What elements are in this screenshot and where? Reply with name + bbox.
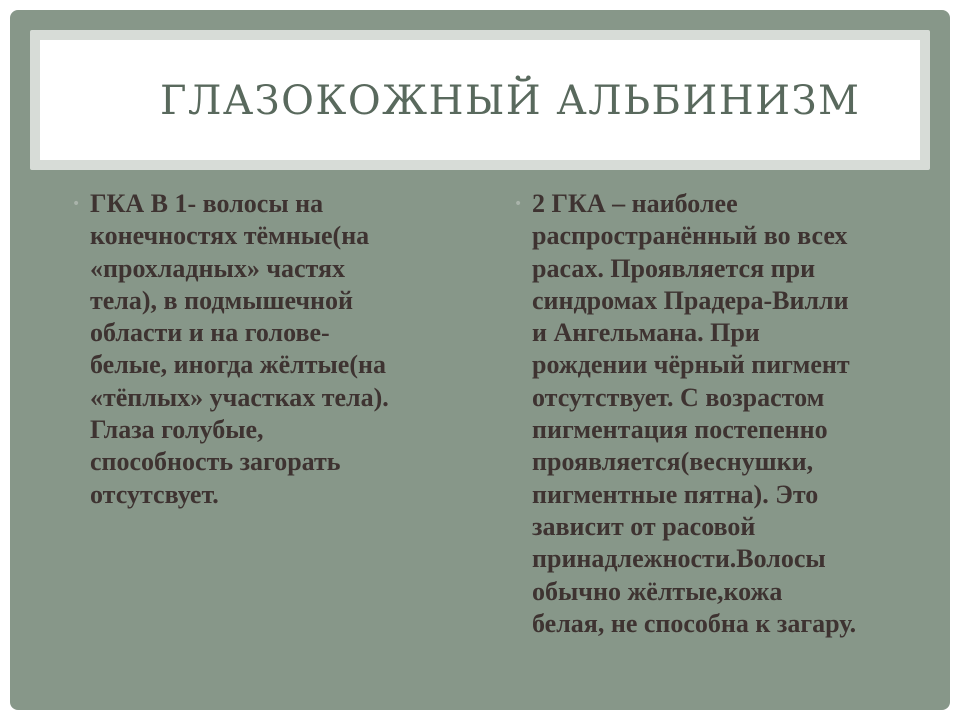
- text-line: пигментные пятна). Это: [532, 479, 819, 509]
- bullet-icon: •: [72, 196, 81, 212]
- bullet-icon: •: [514, 196, 523, 212]
- text-line: «прохладных» частях: [90, 253, 346, 283]
- text-line: принадлежности.Волосы: [532, 544, 826, 574]
- text-line: области и на голове-: [90, 318, 330, 348]
- text-line: ГКА В 1- волосы на: [90, 189, 324, 218]
- text-line: способность загорать: [90, 447, 341, 477]
- slide: [10, 10, 950, 710]
- text-line: и Ангельмана. При: [532, 318, 760, 348]
- text-line: рождении чёрный пигмент: [532, 350, 850, 380]
- text-line: распространённый во всех: [532, 221, 848, 251]
- text-line: 2 ГКА – наиболее: [532, 189, 738, 218]
- text-line: проявляется(веснушки,: [532, 447, 814, 477]
- title-box: [40, 40, 920, 160]
- text-line: тела), в подмышечной: [90, 285, 353, 315]
- text-line: конечностях тёмные(на: [90, 221, 370, 251]
- text-line: «тёплых» участках тела).: [90, 382, 389, 412]
- right-column: [514, 188, 934, 640]
- text-line: расах. Проявляется при: [532, 253, 816, 283]
- bullet-item-right: [514, 188, 934, 640]
- bullet-item-left: [72, 188, 442, 511]
- text-line: Глаза голубые,: [90, 415, 264, 445]
- slide-title: ГЛАЗОКОЖНЫЙ АЛЬБИНИЗМ: [160, 78, 861, 124]
- text-line: белые, иногда жёлтые(на: [90, 350, 386, 380]
- text-line: обычно жёлтые,кожа: [532, 576, 783, 606]
- text-line: синдромах Прадера-Вилли: [532, 285, 849, 315]
- title-band: [30, 30, 930, 170]
- text-line: отсутсвует.: [90, 479, 219, 509]
- text-line: отсутствует. С возрастом: [532, 382, 825, 412]
- text-line: белая, не способна к загару.: [532, 608, 857, 638]
- text-line: пигментация постепенно: [532, 415, 828, 445]
- text-line: зависит от расовой: [532, 511, 756, 541]
- left-column: [72, 188, 442, 511]
